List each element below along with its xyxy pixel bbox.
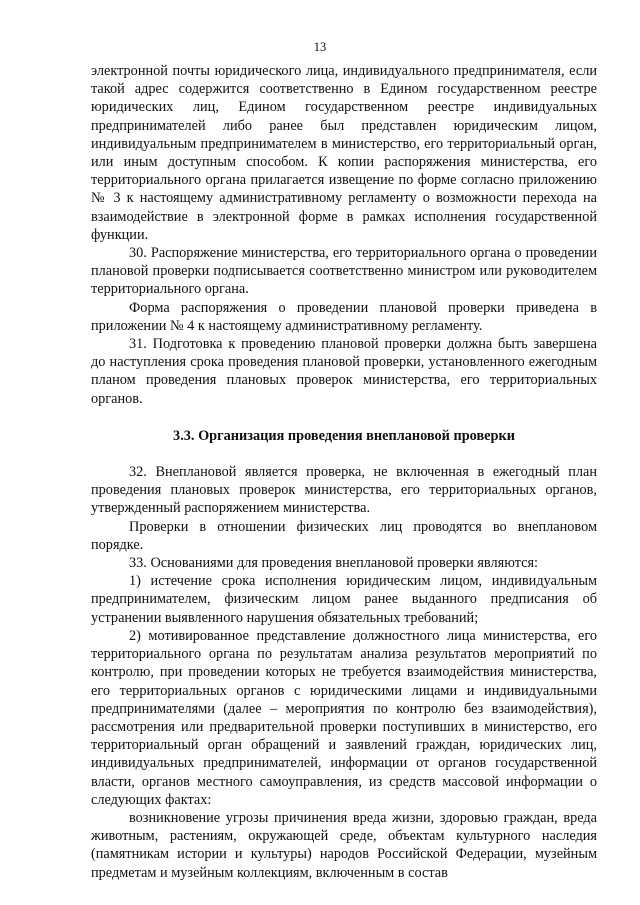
paragraph-31: 31. Подготовка к проведению плановой проверки должна быть завершена до наступления срока проведения плановой проверки, установленного ежегодным планом проведения плановых проверок министерства, его территориальных органов. — [91, 336, 597, 407]
paragraph-continuation: электронной почты юридического лица, индивидуального предпринимателя, если такой адрес содержится соответственно в Едином государственном реестре юридических лиц, Едином государственном реестре индивидуальных предпринимателей либо ранее был представлен юридическим лицом, индивидуальным предпринимателем в министерство, его территориальный орган, или иным доступным способом. К копии распоряжения министерства, его территориального органа прилагается извещение по форме согласно приложению № 3 к настоящему административному регламенту о возможности перехода на взаимодействие в электронной форме в рамках исполнения государственной функции. — [91, 63, 597, 243]
paragraph-30: 30. Распоряжение министерства, его территориального органа о проведении плановой проверки подписывается соответственно министром или руководителем территориального органа. — [91, 245, 597, 298]
list-item-2: 2) мотивированное представление должностного лица министерства, его территориального органа по результатам анализа результатов мероприятий по контролю, при проведении которых не требуется взаимодействия министерства, его территориальных органов с юридическими лицами и индивидуальными предпринимателями (далее – мероприятия по контролю без взаимодействия), рассмотрения или предварительной проверки поступивших в министерство, его территориальный орган обращений и заявлений граждан, юридических лиц, индивидуальных предпринимателей, информации от органов государственной власти, органов местного самоуправления, из средств массовой информации о следующих фактах: — [91, 627, 597, 808]
section-heading: 3.3. Организация проведения внеплановой проверки — [173, 427, 515, 444]
paragraph-32: 32. Внеплановой является проверка, не включенная в ежегодный план проведения плановых проверок министерства, его территориальных органов, утвержденный распоряжением министерства. — [91, 464, 597, 517]
paragraph-33: 33. Основаниями для проведения внеплановой проверки являются: — [129, 555, 539, 572]
paragraph-physical-persons: Проверки в отношении физических лиц проводятся во внеплановом порядке. — [91, 518, 597, 553]
document-body — [91, 62, 597, 882]
paragraph-threat: возникновение угрозы причинения вреда жизни, здоровью граждан, вреда животным, растениям, окружающей среде, объектам культурного наследия (памятникам истории и культуры) народов Российской Федерации, музейным предметам и музейным коллекциям, включенным в состав — [91, 809, 597, 881]
paragraph-form-note: Форма распоряжения о проведении плановой проверки приведена в приложении № 4 к настоящему административному регламенту. — [91, 299, 597, 334]
list-item-1: 1) истечение срока исполнения юридическим лицом, индивидуальным предпринимателем, физическим лицом ранее выданного предписания об устранении выявленного нарушения обязательных требований; — [91, 573, 597, 626]
page-number: 13 — [313, 40, 327, 54]
